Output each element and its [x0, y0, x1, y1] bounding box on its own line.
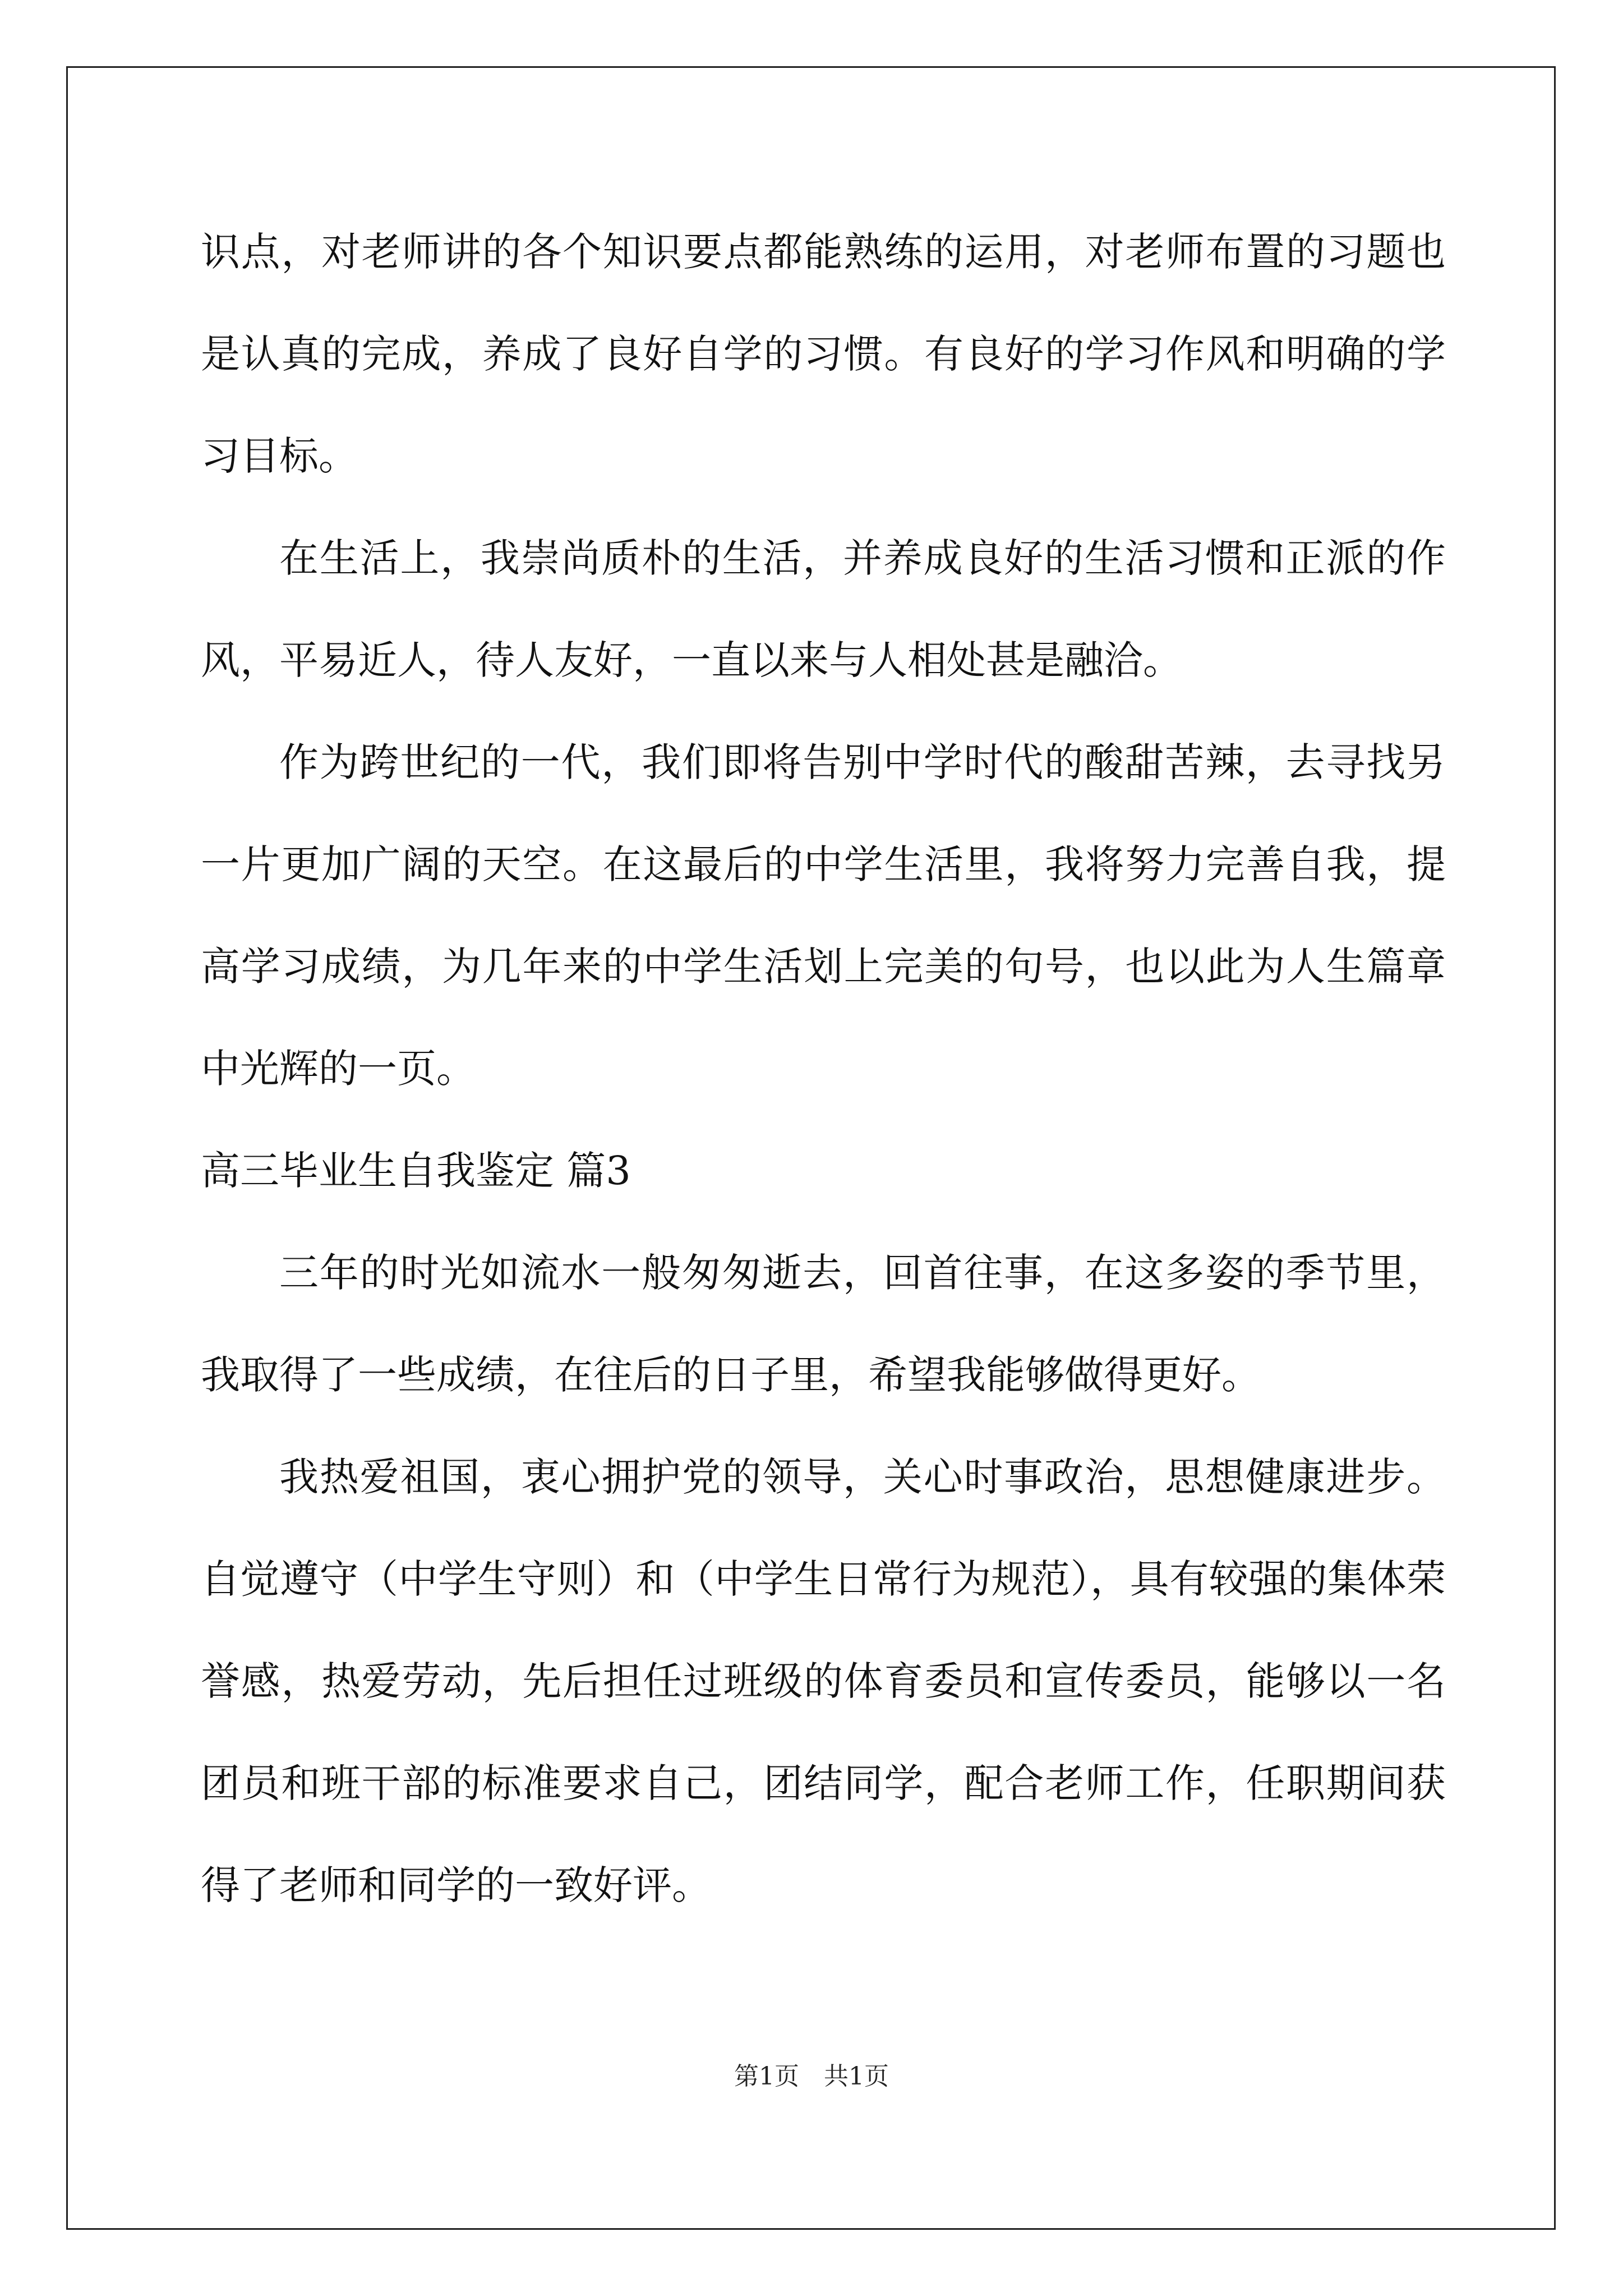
paragraph-continued: 识点，对老师讲的各个知识要点都能熟练的运用，对老师布置的习题也是认真的完成，养成了良好自学的习惯。有良好的学习作风和明确的学习目标。	[201, 229, 1446, 479]
paragraph-patriotism: 我热爱祖国，衷心拥护党的领导，关心时事政治，思想健康进步。自觉遵守（中学生守则）和（中学生日常行为规范），具有较强的集体荣誉感，热爱劳动，先后担任过班级的体育委员和宣传委员，能够以一名团员和班干部的标准要求自己，团结同学，配合老师工作，任职期间获得了老师和同学的一致好评。	[201, 1454, 1446, 1908]
paragraph-intro: 三年的时光如流水一般匆匆逝去，回首往事，在这多姿的季节里，我取得了一些成绩，在往后的日子里，希望我能够做得更好。	[201, 1250, 1446, 1398]
section-heading: 高三毕业生自我鉴定 篇3	[201, 1148, 631, 1194]
document-body	[201, 201, 1446, 1936]
paragraph-life: 在生活上，我崇尚质朴的生活，并养成良好的生活习惯和正派的作风，平易近人，待人友好，一直以来与人相处甚是融洽。	[201, 535, 1446, 683]
page-number-footer: 第1页 共1页	[734, 2062, 889, 2091]
paragraph-future: 作为跨世纪的一代，我们即将告别中学时代的酸甜苦辣，去寻找另一片更加广阔的天空。在这最后的中学生活里，我将努力完善自我，提高学习成绩，为几年来的中学生活划上完美的句号，也以此为人生篇章中光辉的一页。	[201, 739, 1446, 1092]
